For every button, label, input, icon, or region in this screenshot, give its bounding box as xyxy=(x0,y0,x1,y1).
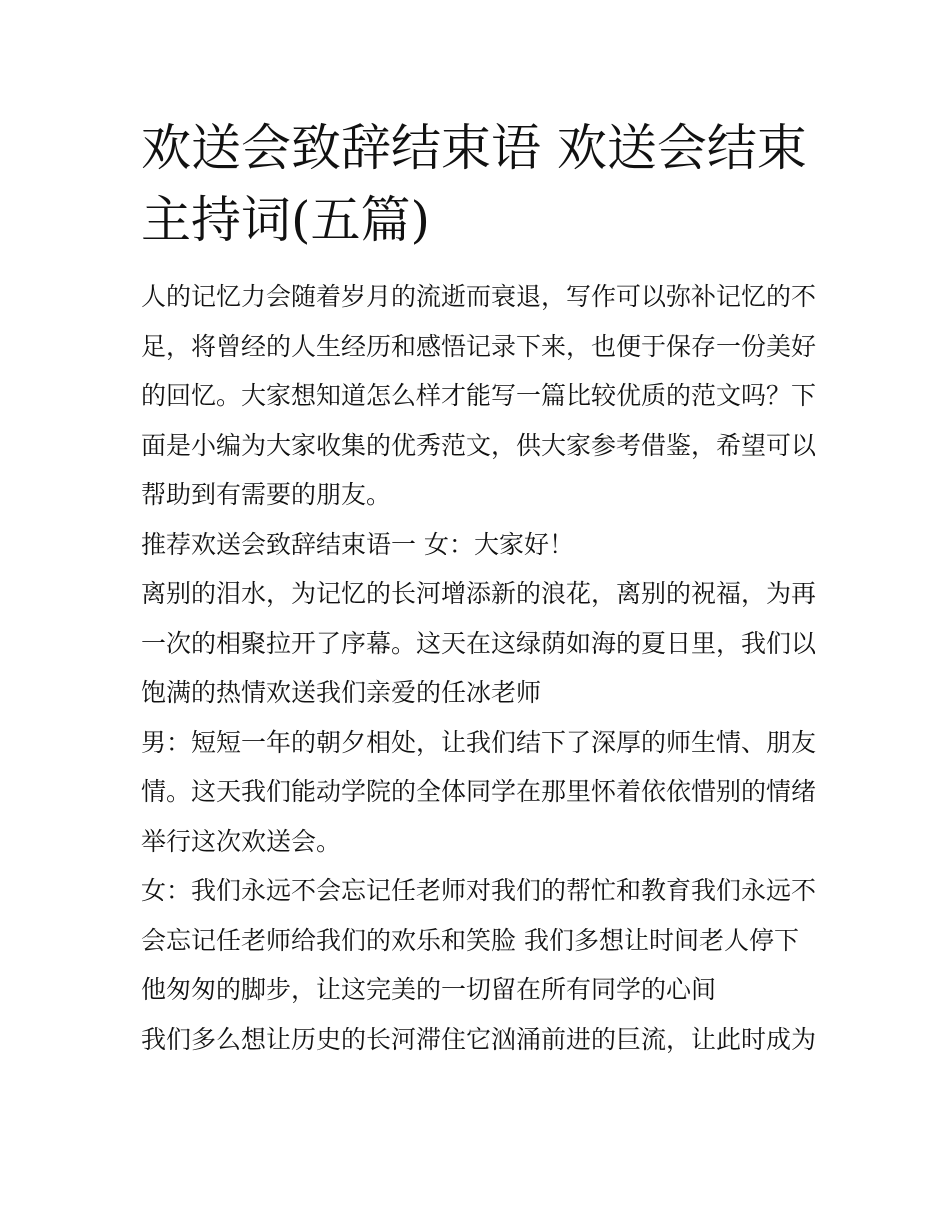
document-body xyxy=(141,112,817,1064)
text-line: 离别的泪水，为记忆的长河增添新的浪花，离别的祝福，为再 xyxy=(141,579,817,608)
body-paragraph xyxy=(141,569,817,718)
intro-paragraph xyxy=(141,272,817,520)
document-title xyxy=(141,112,813,256)
body-paragraph xyxy=(141,866,817,1015)
title-line: 欢送会致辞结束语 欢送会结束 xyxy=(141,119,807,177)
text-line: 会忘记任老师给我们的欢乐和笑脸 我们多想让时间老人停下 xyxy=(141,925,799,955)
text-line: 帮助到有需要的朋友。 xyxy=(141,480,392,509)
text-line: 推荐欢送会致辞结束语一 女：大家好！ xyxy=(141,529,574,559)
text-line: 面是小编为大家收集的优秀范文，供大家参考借鉴，希望可以 xyxy=(141,430,817,460)
text-line: 足，将曾经的人生经历和感悟记录下来，也便于保存一份美好 xyxy=(141,331,817,361)
text-line: 女：我们永远不会忘记任老师对我们的帮忙和教育我们永远不 xyxy=(141,876,817,905)
text-line: 他匆匆的脚步，让这完美的一切留在所有同学的心间 xyxy=(141,975,717,1004)
body-paragraph xyxy=(141,1015,817,1065)
title-line: 主持词(五篇) xyxy=(141,191,431,249)
body-paragraph xyxy=(141,718,817,867)
text-line: 举行这次欢送会。 xyxy=(141,826,342,856)
text-line: 我们多么想让历史的长河滞住它汹涌前进的巨流，让此时成为 xyxy=(141,1024,817,1054)
text-line: 情。这天我们能动学院的全体同学在那里怀着依依惜别的情绪 xyxy=(141,777,817,806)
text-line: 人的记忆力会随着岁月的流逝而衰退，写作可以弥补记忆的不 xyxy=(141,282,817,311)
text-line: 的回忆。大家想知道怎么样才能写一篇比较优质的范文吗？下 xyxy=(141,381,817,410)
section-heading-paragraph xyxy=(141,520,813,570)
text-line: 男：短短一年的朝夕相处，让我们结下了深厚的师生情、朋友 xyxy=(141,727,817,757)
text-line: 饱满的热情欢送我们亲爱的任冰老师 xyxy=(141,678,542,707)
text-line: 一次的相聚拉开了序幕。这天在这绿荫如海的夏日里，我们以 xyxy=(141,628,817,658)
